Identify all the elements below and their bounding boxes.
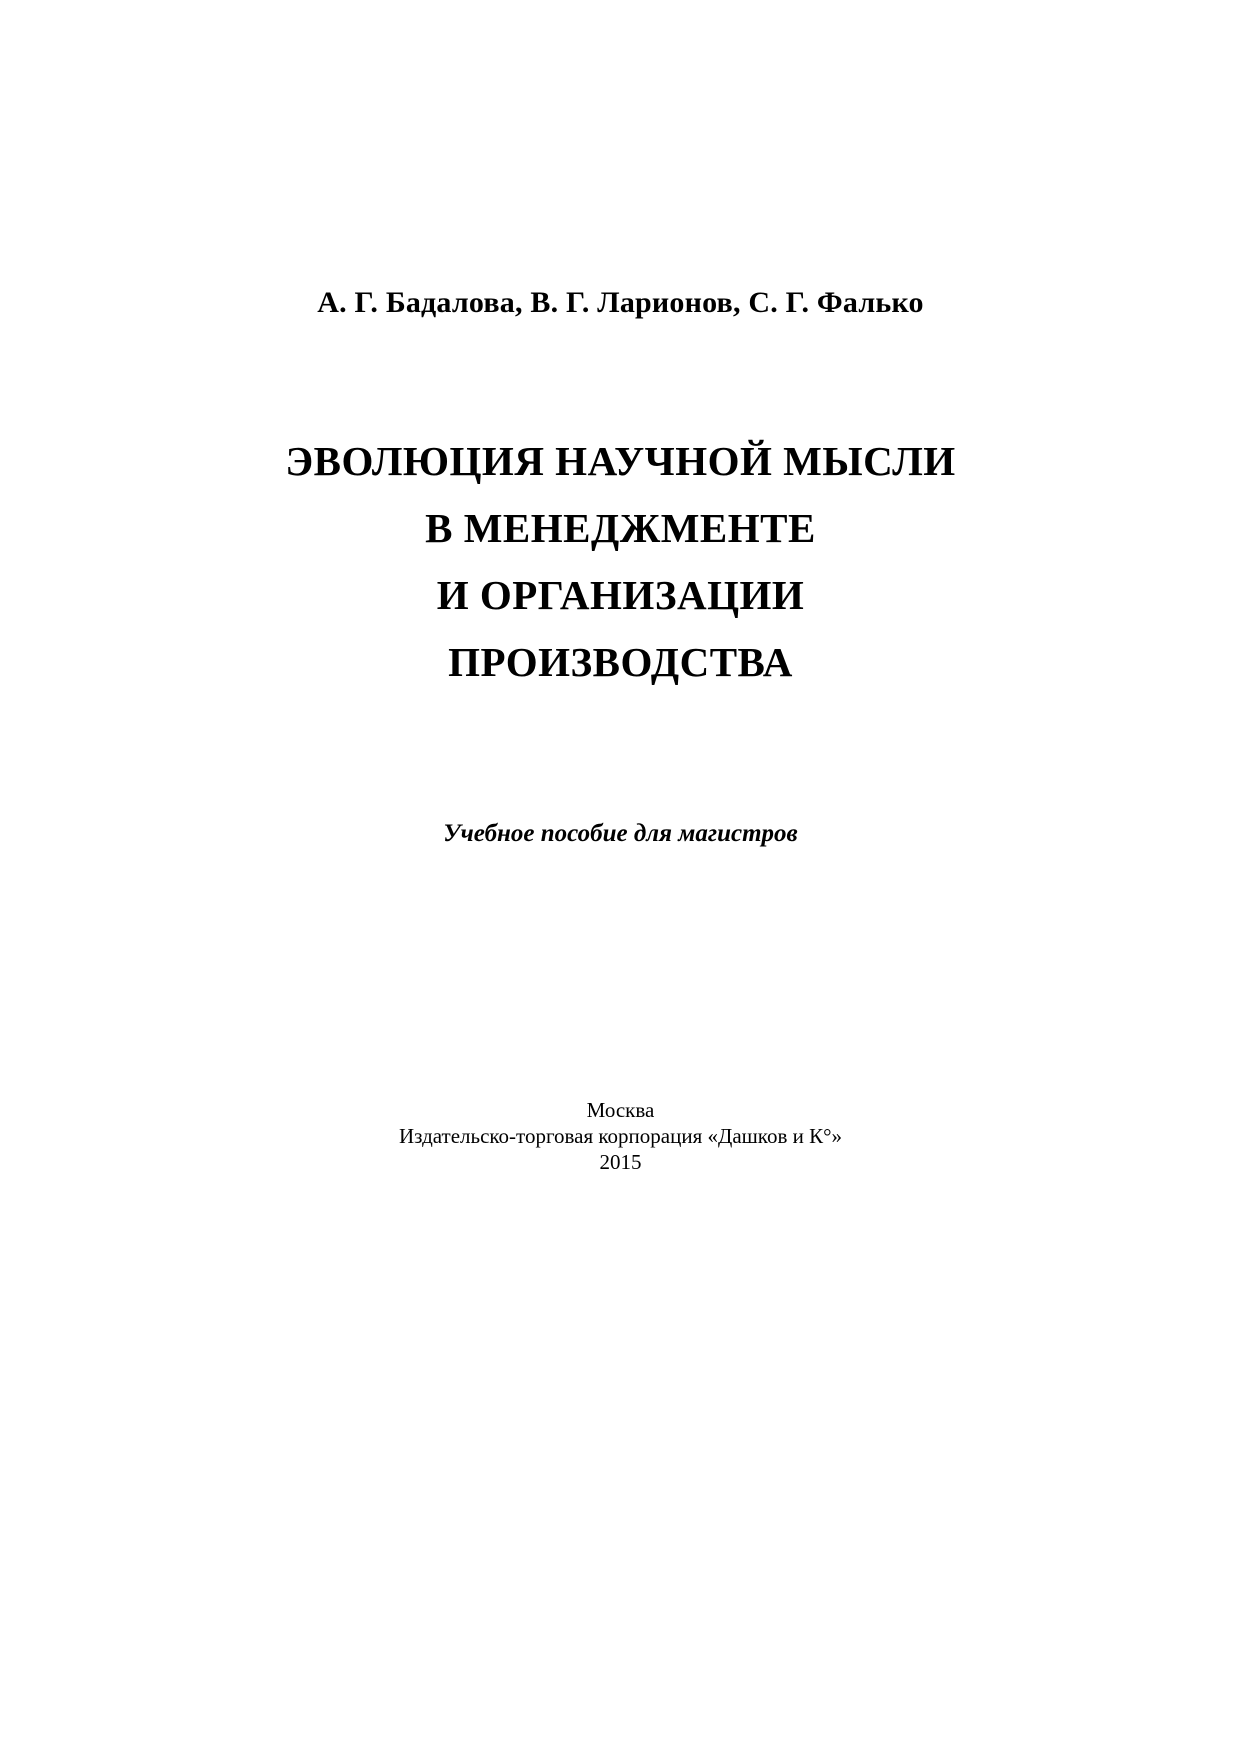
book-title-line-2: В МЕНЕДЖМЕНТЕ: [425, 505, 816, 551]
book-title-line-1: ЭВОЛЮЦИЯ НАУЧНОЙ МЫСЛИ: [285, 438, 956, 484]
book-title: [0, 428, 1241, 696]
imprint: [0, 1097, 1241, 1175]
authors: А. Г. Бадалова, В. Г. Ларионов, С. Г. Фалько: [317, 286, 924, 319]
book-title-line-3: И ОРГАНИЗАЦИИ: [436, 572, 805, 618]
imprint-city: Москва: [586, 1098, 655, 1122]
imprint-year: 2015: [599, 1150, 642, 1174]
imprint-publisher: Издательско-торговая корпорация «Дашков и К°»: [399, 1124, 842, 1148]
book-subtitle: Учебное пособие для магистров: [443, 820, 798, 847]
book-title-line-4: ПРОИЗВОДСТВА: [448, 639, 793, 685]
